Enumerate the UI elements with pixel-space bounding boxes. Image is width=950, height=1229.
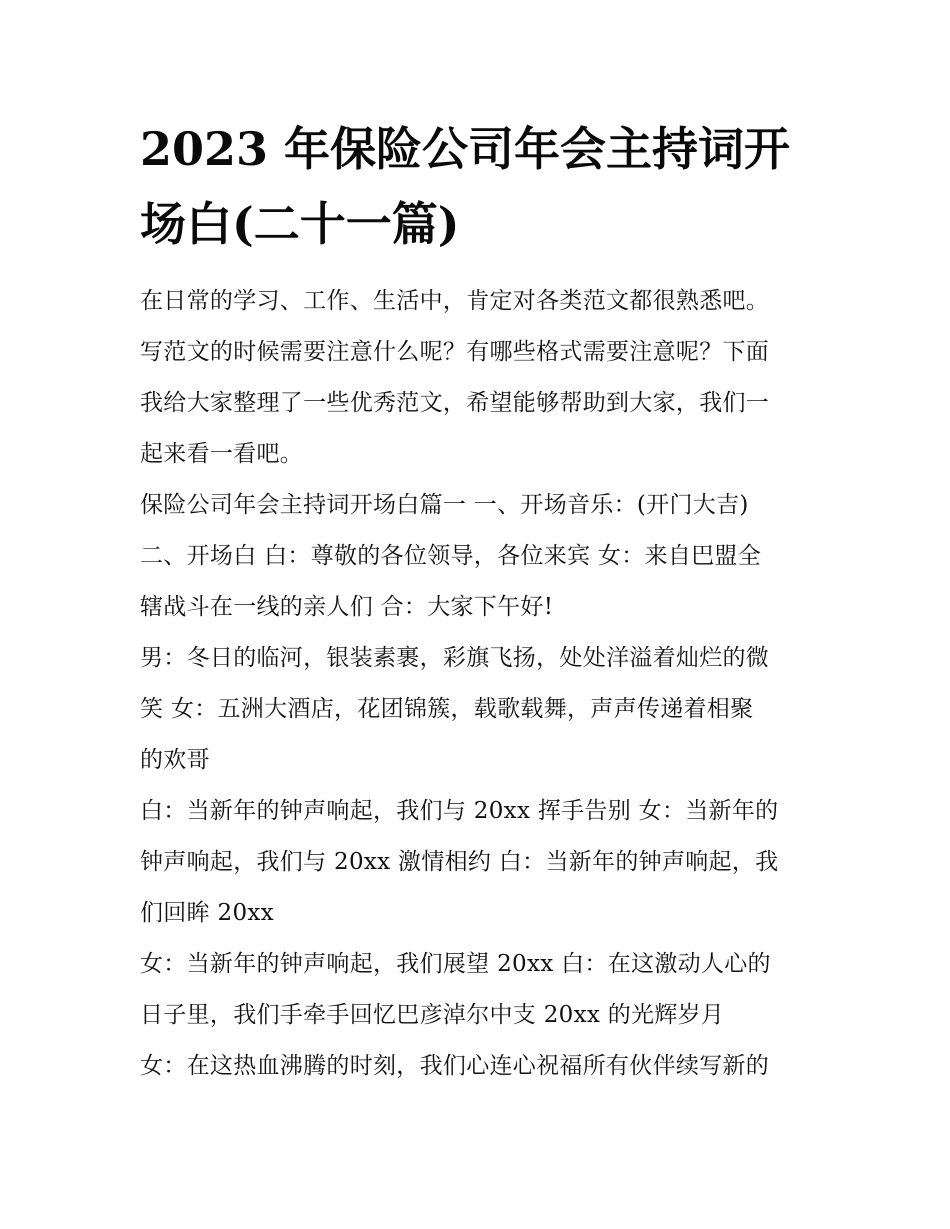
text-line: 写范文的时候需要注意什么呢？有哪些格式需要注意呢？下面 [140,339,770,365]
text-line: 在日常的学习、工作、生活中，肯定对各类范文都很熟悉吧。 [140,288,770,314]
text-line: 二、开场白 白：尊敬的各位领导，各位来宾 女：来自巴盟全 [140,543,762,569]
text-line: 男：冬日的临河，银装素裹，彩旗飞扬，处处洋溢着灿烂的微 [140,645,770,671]
text-line: 的欢哥 [140,747,210,773]
text-line: 女：当新年的钟声响起，我们展望 20xx 白：在这激动人心的 [140,951,771,977]
text-line: 辖战斗在一线的亲人们 合：大家下午好! [140,594,554,620]
text-line: 白：当新年的钟声响起，我们与 20xx 挥手告别 女：当新年的 [140,798,779,824]
paragraph-opening [140,480,815,633]
text-line: 钟声响起，我们与 20xx 激情相约 白：当新年的钟声响起，我 [140,849,779,875]
text-line: 女：在这热血沸腾的时刻，我们心连心祝福所有伙伴续写新的 [140,1053,770,1079]
document-page [140,112,815,1092]
title-line-2: 场白(二十一篇) [140,197,460,251]
text-line: 日子里，我们手牵手回忆巴彦淖尔中支 20xx 的光辉岁月 [140,1002,725,1028]
title-line-1: 2023 年保险公司年会主持词开 [140,122,791,176]
paragraph-outlook [140,939,815,1041]
document-title [140,112,815,262]
text-line: 我给大家整理了一些优秀范文，希望能够帮助到大家，我们一 [140,390,770,416]
paragraph-blessing [140,1041,815,1092]
paragraph-intro [140,276,815,480]
document-body [140,276,815,1092]
text-line: 起来看一看吧。 [140,441,304,467]
paragraph-male-host [140,633,815,786]
text-line: 保险公司年会主持词开场白篇一 一、开场音乐：(开门大吉) [140,492,749,518]
text-line: 们回眸 20xx [140,900,274,926]
paragraph-new-year-bell [140,786,815,939]
text-line: 笑 女：五洲大酒店，花团锦簇，载歌载舞，声声传递着相聚 [140,696,754,722]
